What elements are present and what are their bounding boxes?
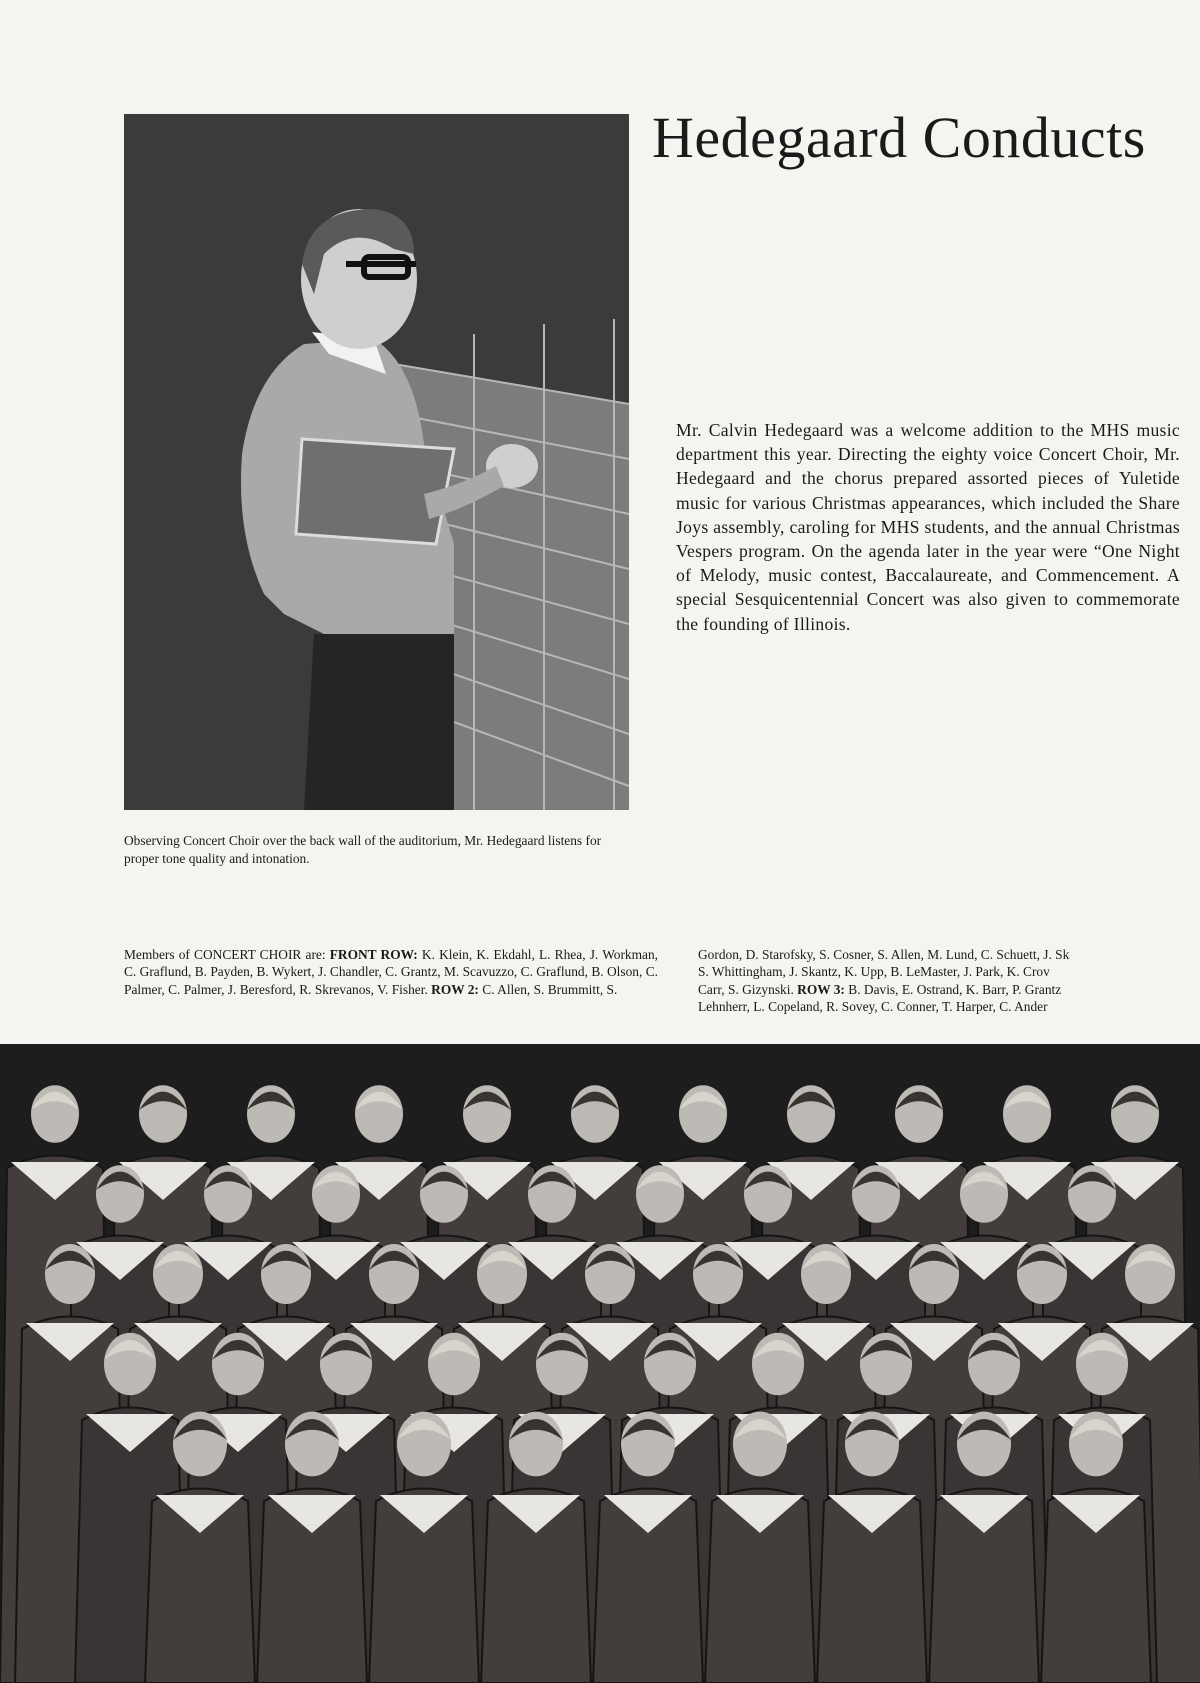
- roster-line3-pre: Carr, S. Gizynski.: [698, 981, 794, 997]
- choir-illustration: [0, 1044, 1200, 1683]
- front-row-names: K. Klein, K. Ekdahl, L. Rhea, J. Workman, C. Graflund, B. Payden, B. Wykert, J. Chandler, C. Grantz, M. Scavuzzo, C. Graflund, B. Olson, C. Palmer, C. Palmer, J. Beresford, R. Skrevanos, V. Fisher.: [124, 947, 659, 997]
- conductor-illustration: [124, 114, 629, 810]
- roster-right-line: S. Whittingham, J. Skantz, K. Upp, B. LeMaster, J. Park, K. Crov: [698, 964, 1050, 980]
- photo-caption: Observing Concert Choir over the back wall of the auditorium, Mr. Hedegaard listens for proper tone quality and intonation.: [124, 833, 602, 866]
- row3-label: ROW 3:: [797, 981, 845, 997]
- article-title: Hedegaard Conducts: [652, 105, 1146, 170]
- conductor-photo: [124, 114, 629, 810]
- article-body: Mr. Calvin Hedegaard was a welcome addition to the MHS music department this year. Directing the eighty voice Concert Choir, Mr. Hedegaard and the chorus prepared assorted pieces of Yuletide music for various Christmas appearances, which included the Share Joys assembly, caroling for MHS students, and the annual Christmas Vespers program. On the agenda later in the year were “One Night of Melody, music contest, Baccalaureate, and Commencement. A special Sesquicentennial Concert was also given to commemorate the founding of Illinois.: [676, 420, 1180, 634]
- roster-right-line: Lehnherr, L. Copeland, R. Sovey, C. Conner, T. Harper, C. Ander: [698, 999, 1048, 1015]
- front-row-label: FRONT ROW:: [329, 947, 418, 962]
- roster-line3-post: B. Davis, E. Ostrand, K. Barr, P. Grantz: [848, 981, 1062, 997]
- roster-left-column: [124, 946, 658, 998]
- row2-names: C. Allen, S. Brummitt, S.: [482, 981, 618, 997]
- roster-right-line: [698, 981, 1200, 998]
- choir-group-photo: [0, 1044, 1200, 1683]
- roster-right-column: [698, 946, 1200, 1016]
- roster-right-line: Gordon, D. Starofsky, S. Cosner, S. Allen, M. Lund, C. Schuett, J. Sk: [698, 947, 1070, 962]
- roster-intro: Members of CONCERT CHOIR are:: [124, 947, 326, 962]
- row2-label: ROW 2:: [431, 981, 479, 997]
